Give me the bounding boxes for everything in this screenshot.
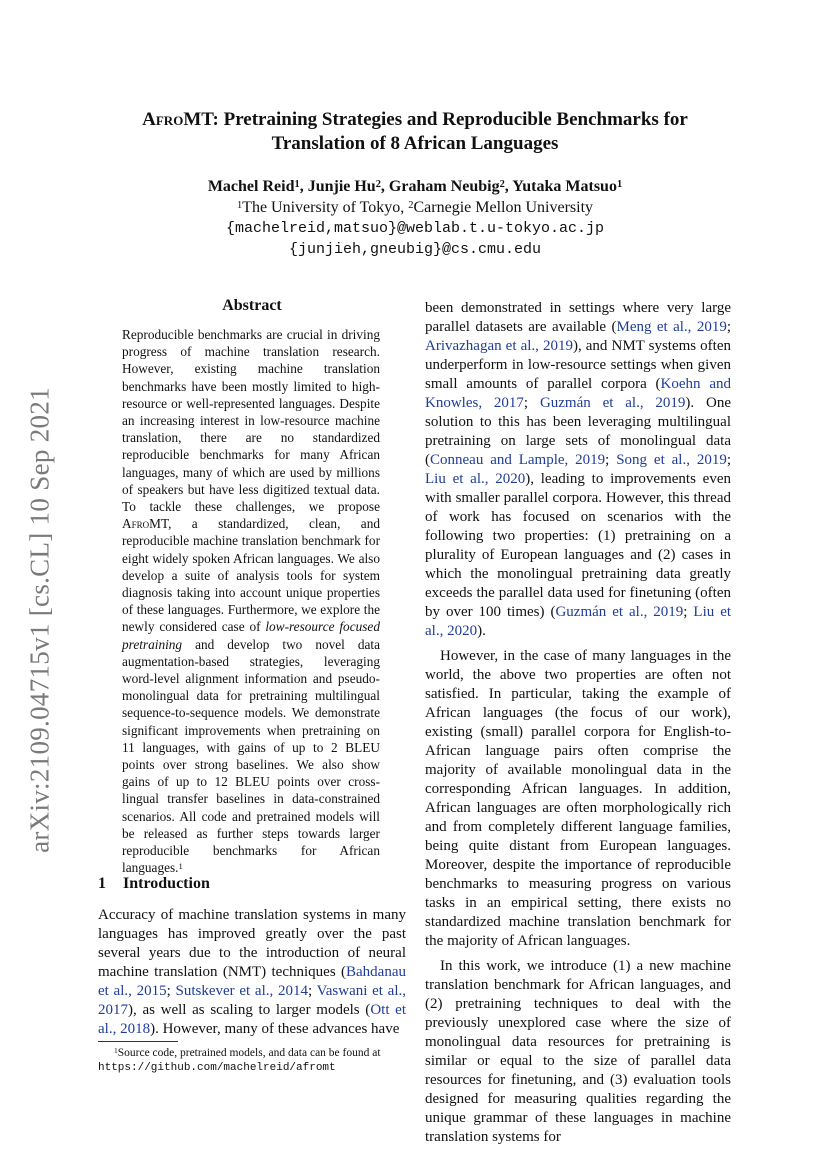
citation-link[interactable]: Conneau and Lample, 2019 xyxy=(430,452,606,468)
affiliation-tokyo: The University of Tokyo, xyxy=(242,199,409,216)
affiliation-mark: 2 xyxy=(375,178,381,190)
citation-link[interactable]: Ott et al., 2018 xyxy=(98,1002,406,1037)
body-text: ). However, many of these advances have xyxy=(150,1021,400,1037)
abstract-text: Reproducible benchmarks are crucial in driving progress of machine translation research. However, existing machine translation benchmarks have been mostly limited to high-resource or well-represented languages. Despite an increasing interest in low-resource machine translation, there are no standardized reproducible benchmarks for many African languages, many of which are used by millions of speakers but have less digitized textual data. To tackle these challenges, we propose xyxy=(122,327,380,515)
footnote-mark[interactable]: 1 xyxy=(178,860,183,871)
footnote xyxy=(98,1046,406,1076)
arxiv-identifier: arXiv:2109.04715v1 [cs.CL] 10 Sep 2021 xyxy=(24,387,55,853)
author-name: Yutaka Matsuo xyxy=(512,178,617,195)
citation-link[interactable]: Arivazhagan et al., 2019 xyxy=(425,338,573,354)
section-number: 1 xyxy=(98,875,106,892)
separator: ; xyxy=(523,395,540,411)
citation-link[interactable]: Koehn and Knowles, 2017 xyxy=(425,376,731,411)
citation-link[interactable]: Liu et al., 2020 xyxy=(425,471,526,487)
body-text: Accuracy of machine translation systems in many languages has improved greatly over the past several years due to the introduction of neural machine translation (NMT) techniques ( xyxy=(98,907,406,980)
author-name: Graham Neubig xyxy=(388,178,500,195)
separator: ; xyxy=(307,983,317,999)
separator: ; xyxy=(166,983,176,999)
citation-link[interactable]: Meng et al., 2019 xyxy=(616,319,727,335)
citation-link[interactable]: Bahdanau et al., 2015 xyxy=(98,964,406,999)
title-line2: Translation of 8 African Languages xyxy=(271,133,559,154)
title-afro-smallcaps: Afro xyxy=(142,109,184,130)
footnote-rule xyxy=(98,1041,178,1042)
arxiv-sidebar xyxy=(10,360,70,880)
abstract-body xyxy=(122,326,380,877)
body-text: ). xyxy=(477,623,486,639)
author-name: Junjie Hu xyxy=(307,178,376,195)
footnote-text: Source code, pretrained models, and data can be found at xyxy=(117,1047,381,1059)
affiliation-mark: 1 xyxy=(616,178,623,190)
citation-link[interactable]: Sutskever et al., 2014 xyxy=(175,983,308,999)
citation-link[interactable]: Liu et al., 2020 xyxy=(425,604,732,639)
section-title: Introduction xyxy=(123,875,210,892)
body-text: ), and NMT systems often underperform in low-resource settings when given small amounts of parallel corpora ( xyxy=(425,338,731,392)
affiliation-cmu: Carnegie Mellon University xyxy=(413,199,594,216)
intro-paragraph-left xyxy=(98,906,406,1039)
abstract-heading: Abstract xyxy=(222,297,282,314)
body-text: been demonstrated in settings where very large parallel datasets are available ( xyxy=(425,300,731,335)
right-column xyxy=(425,299,731,1153)
affiliation-mark: 1 xyxy=(294,178,300,190)
paper-title xyxy=(100,108,730,156)
separator: ; xyxy=(683,604,694,620)
paragraph: However, in the case of many languages in the world, the above two properties are often not satisfied. In particular, taking the example of African languages (the focus of our work), existing (small) parallel corpora for English-to-African language pairs often comprise the majority of available monolingual data in the corresponding African languages. In addition, African languages are often morphologically rich and from completely different language families, being quite distant from European languages. Moreover, despite the importance of reproducible benchmarks to measuring progress on various tasks in an empirical setting, there exists no standardized machine translation benchmark for the majority of African languages. xyxy=(425,648,731,949)
abstract-afro-smallcaps: Afro xyxy=(122,516,150,532)
author-names: Machel Reid$^1$, Junjie Hu$^2$, Graham Neubig$^2$, Yutaka Matsuo$^1$ xyxy=(207,178,623,195)
author-name: Machel Reid xyxy=(207,178,295,195)
citation-link[interactable]: Guzmán et al., 2019 xyxy=(539,395,686,411)
author-block xyxy=(100,176,730,260)
affiliation-mark: 2 xyxy=(408,199,414,211)
abstract-text: and develop two novel data augmentation-based strategies, leveraging word-level alignment information and pseudo-monolingual data for pretraining multilingual sequence-to-sequence models. We demonstrate significant improvements when pretraining on 11 languages, with gains of up to 2 BLEU points over strong baselines. We also show gains of up to 12 BLEU points over cross-lingual transfer baselines in data-constrained scenarios. All code and pretrained models will be released as further steps towards larger reproducible benchmarks for African languages. xyxy=(122,636,380,876)
paragraph xyxy=(425,299,731,641)
body-text: ), leading to improvements even with smaller parallel corpora. However, this thread of work has focused on scenarios with the following two properties: (1) pretraining on a plurality of European languages and (2) cases in which the monolingual pretraining data greatly exceeds the parallel data used for finetuning (often by over 100 times) ( xyxy=(425,471,731,620)
body-text: ). One solution to this has been leveraging multilingual pretraining on large sets of monolingual data ( xyxy=(425,395,731,468)
citation-link[interactable]: Guzmán et al., 2019 xyxy=(555,604,684,620)
abstract-text: MT, a standardized, clean, and reproducible machine translation benchmark for eight widely spoken African languages. We also develop a suite of analysis tools for system diagnosis taking into account unique properties of these languages. Furthermore, we explore the newly considered case of xyxy=(122,516,380,635)
affiliation-mark: 1 xyxy=(236,199,243,211)
citation-link[interactable]: Vaswani et al., 2017 xyxy=(98,983,406,1018)
title-line1: MT: Pretraining Strategies and Reproducible Benchmarks for xyxy=(183,109,688,130)
affiliations xyxy=(100,197,730,218)
paragraph: In this work, we introduce (1) a new machine translation benchmark for African languages, and (2) pretraining techniques to deal with the previously unexplored case where the size of monolingual data resources for pretraining is similar or equal to the size of parallel data resources for finetuning, and (3) evaluation tools designed for measuring qualities regarding the unique grammar of these languages in machine translation systems for xyxy=(425,958,731,1145)
separator: ; xyxy=(726,319,731,335)
separator: ; xyxy=(605,452,617,468)
email-line-1: {machelreid,matsuo}@weblab.t.u-tokyo.ac.jp xyxy=(225,220,605,237)
footnote-url[interactable]: https://github.com/machelreid/afromt xyxy=(98,1062,336,1074)
affiliation-mark: 2 xyxy=(499,178,505,190)
email-line-2: {junjieh,gneubig}@cs.cmu.edu xyxy=(288,241,542,258)
abstract-emphasis: low-resource focused pretraining xyxy=(122,619,380,652)
separator: ; xyxy=(726,452,732,468)
footnote-number: 1 xyxy=(114,1046,118,1056)
citation-link[interactable]: Song et al., 2019 xyxy=(616,452,727,468)
body-text: ), as well as scaling to larger models ( xyxy=(128,1002,371,1018)
section-heading-introduction xyxy=(98,875,406,893)
